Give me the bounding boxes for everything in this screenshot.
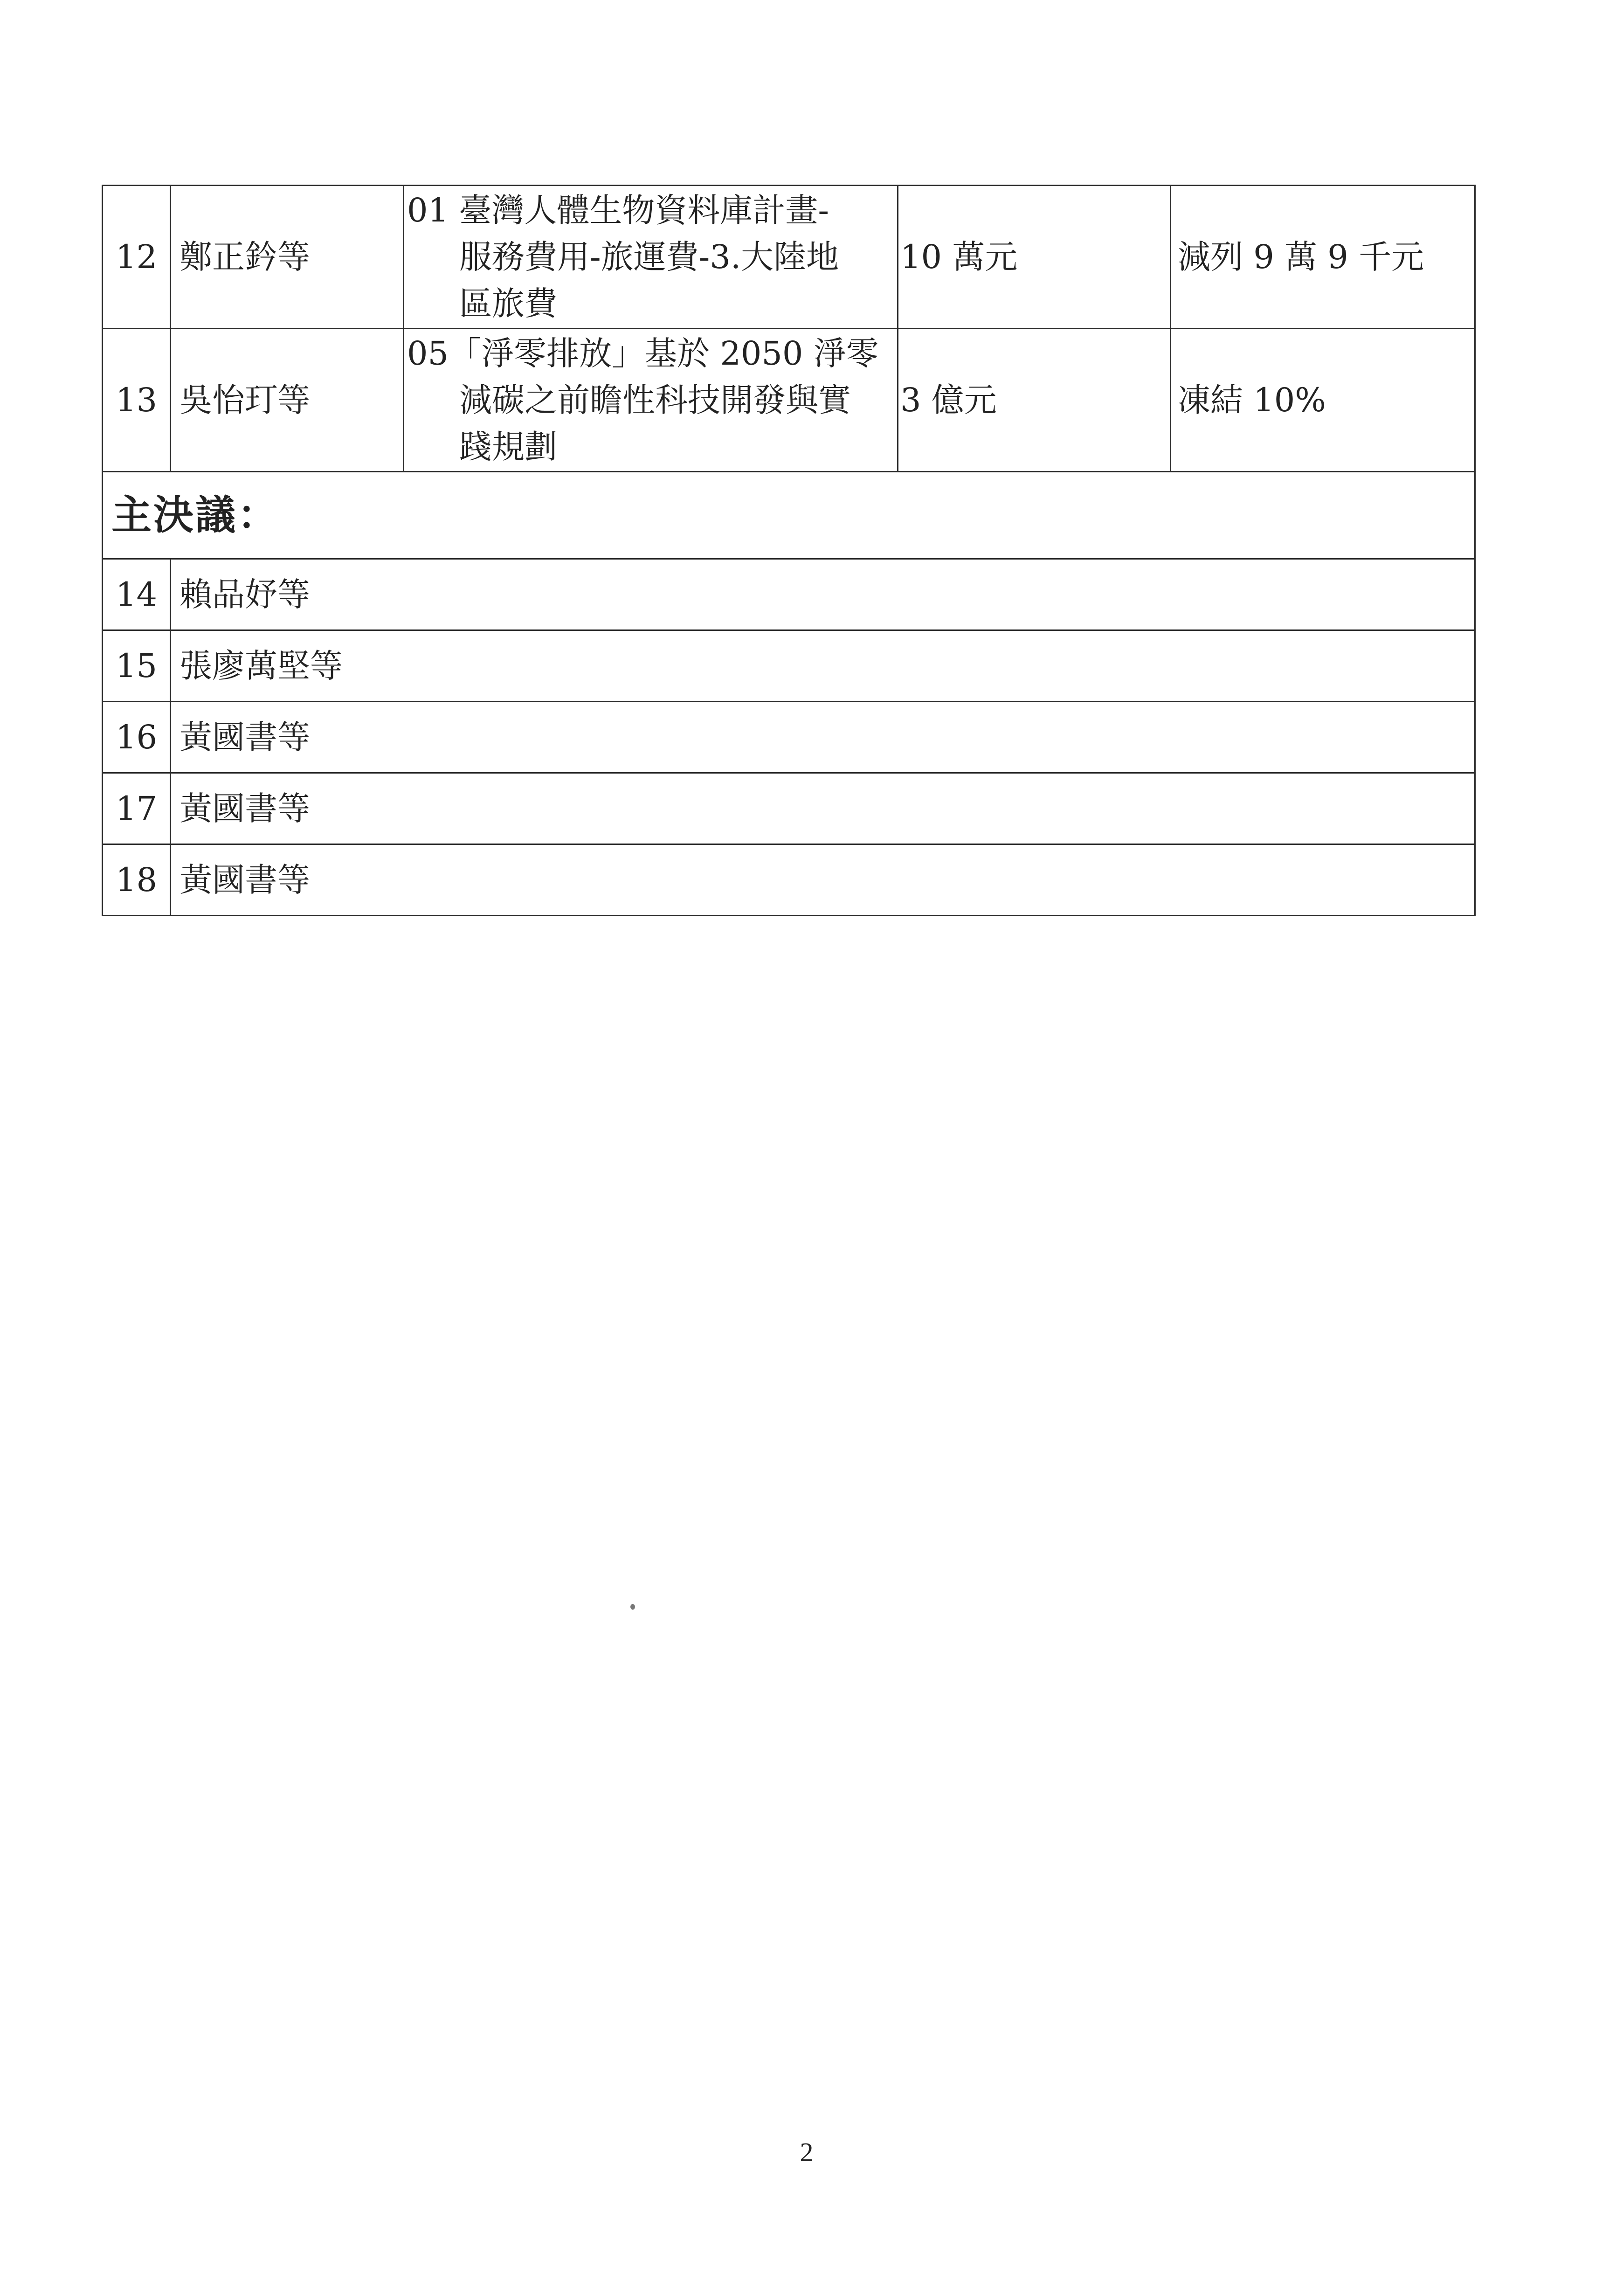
- decision: 減列 9 萬 9 千元: [1171, 186, 1475, 329]
- amount: 3 億元: [898, 329, 1171, 472]
- proposer: 張廖萬堅等: [171, 630, 1475, 702]
- row-number: 18: [103, 844, 171, 916]
- proposer: 黃國書等: [171, 773, 1475, 844]
- row-number: 14: [103, 559, 171, 630]
- page-number: 2: [800, 2137, 814, 2167]
- budget-item-line: 減碳之前瞻性科技開發與實: [459, 381, 851, 419]
- proposer: 吳怡玎等: [171, 329, 404, 472]
- budget-item-line: 區旅費: [459, 284, 557, 323]
- row-number: 16: [103, 702, 171, 773]
- row-number: 17: [103, 773, 171, 844]
- budget-item-line: 踐規劃: [459, 428, 557, 466]
- table-row: [103, 329, 1475, 472]
- decision: 凍結 10%: [1171, 329, 1475, 472]
- proposer: 鄭正鈐等: [171, 186, 404, 329]
- proposer: 黃國書等: [171, 844, 1475, 916]
- budget-item-line: 05「淨零排放」基於 2050 淨零: [407, 334, 879, 373]
- table-row: [103, 559, 1475, 630]
- table-row: [103, 630, 1475, 702]
- budget-item: [404, 186, 898, 329]
- main-resolution-heading: 主決議：: [103, 472, 1475, 559]
- budget-item: [404, 329, 898, 472]
- proposer: 賴品妤等: [171, 559, 1475, 630]
- section-header-row: [103, 472, 1475, 559]
- row-number: 15: [103, 630, 171, 702]
- amount: 10 萬元: [898, 186, 1171, 329]
- table-row: [103, 773, 1475, 844]
- scan-speck: [630, 1604, 635, 1610]
- table-row: [103, 844, 1475, 916]
- budget-item-line: 01 臺灣人體生物資料庫計畫-: [407, 191, 829, 229]
- row-number: 12: [103, 186, 171, 329]
- budget-proposal-table: [102, 185, 1476, 916]
- row-number: 13: [103, 329, 171, 472]
- table-row: [103, 702, 1475, 773]
- proposer: 黃國書等: [171, 702, 1475, 773]
- budget-item-line: 服務費用-旅運費-3.大陸地: [459, 238, 839, 276]
- table-row: [103, 186, 1475, 329]
